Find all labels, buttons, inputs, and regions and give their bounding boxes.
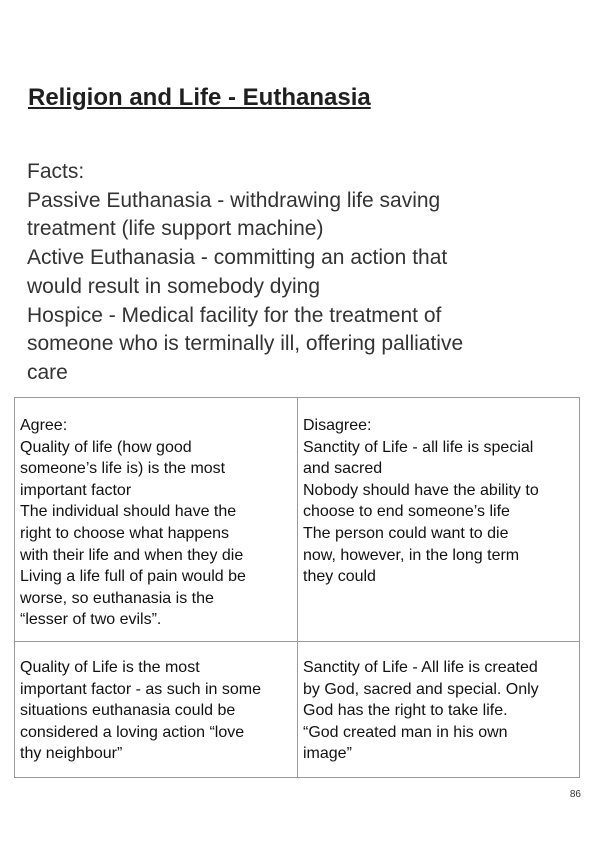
cell-line: by God, sacred and special. Only	[303, 680, 539, 698]
cell-line: considered a loving action “love	[20, 723, 245, 741]
cell-line: The person could want to die	[303, 524, 509, 542]
cell-line: God has the right to take life.	[303, 702, 508, 720]
cell-line: important factor - as such in some	[20, 680, 261, 698]
disagree-heading: Disagree:	[303, 417, 372, 434]
cell-line: situations euthanasia could be	[20, 702, 236, 720]
fact-line: someone who is terminally ill, offering palliative	[27, 332, 464, 356]
page-number: 86	[569, 789, 581, 800]
cell-line: important factor	[20, 481, 132, 499]
page-title: Religion and Life - Euthanasia	[28, 84, 371, 111]
disagree-cell	[298, 398, 580, 642]
fact-line: Passive Euthanasia - withdrawing life saving	[27, 188, 441, 212]
fact-line: Active Euthanasia - committing an action that	[27, 246, 448, 270]
cell-line: Nobody should have the ability to	[303, 481, 539, 499]
fact-line: would result in somebody dying	[27, 274, 320, 298]
facts-heading: Facts:	[27, 160, 85, 183]
quality-of-life-cell	[15, 642, 298, 778]
cell-line: with their life and when they die	[20, 546, 244, 564]
argument-table	[14, 397, 580, 778]
fact-line: care	[27, 360, 68, 384]
cell-line: they could	[303, 568, 376, 586]
fact-line: treatment (life support machine)	[27, 217, 324, 241]
cell-line: choose to end someone’s life	[303, 503, 510, 521]
table-row	[15, 642, 580, 778]
cell-line: Quality of Life is the most	[20, 659, 200, 676]
cell-line: Quality of life (how good	[20, 438, 192, 456]
table-row	[15, 398, 580, 642]
cell-line: The individual should have the	[20, 503, 237, 521]
cell-line: right to choose what happens	[20, 524, 230, 542]
cell-line: “lesser of two evils”.	[20, 611, 162, 629]
sanctity-of-life-cell	[298, 642, 580, 778]
cell-line: thy neighbour”	[20, 745, 123, 763]
cell-line: “God created man in his own	[303, 723, 508, 741]
agree-heading: Agree:	[20, 417, 68, 434]
agree-cell	[15, 398, 298, 642]
cell-line: Sanctity of Life - all life is special	[303, 438, 534, 456]
cell-line: image”	[303, 745, 352, 763]
cell-line: someone’s life is) is the most	[20, 460, 226, 478]
cell-line: Living a life full of pain would be	[20, 568, 246, 586]
fact-line: Hospice - Medical facility for the treatment of	[27, 303, 442, 327]
cell-line: worse, so euthanasia is the	[20, 589, 214, 607]
cell-line: Sanctity of Life - All life is created	[303, 659, 538, 676]
cell-line: now, however, in the long term	[303, 546, 520, 564]
facts-block	[27, 158, 577, 388]
cell-line: and sacred	[303, 460, 383, 478]
